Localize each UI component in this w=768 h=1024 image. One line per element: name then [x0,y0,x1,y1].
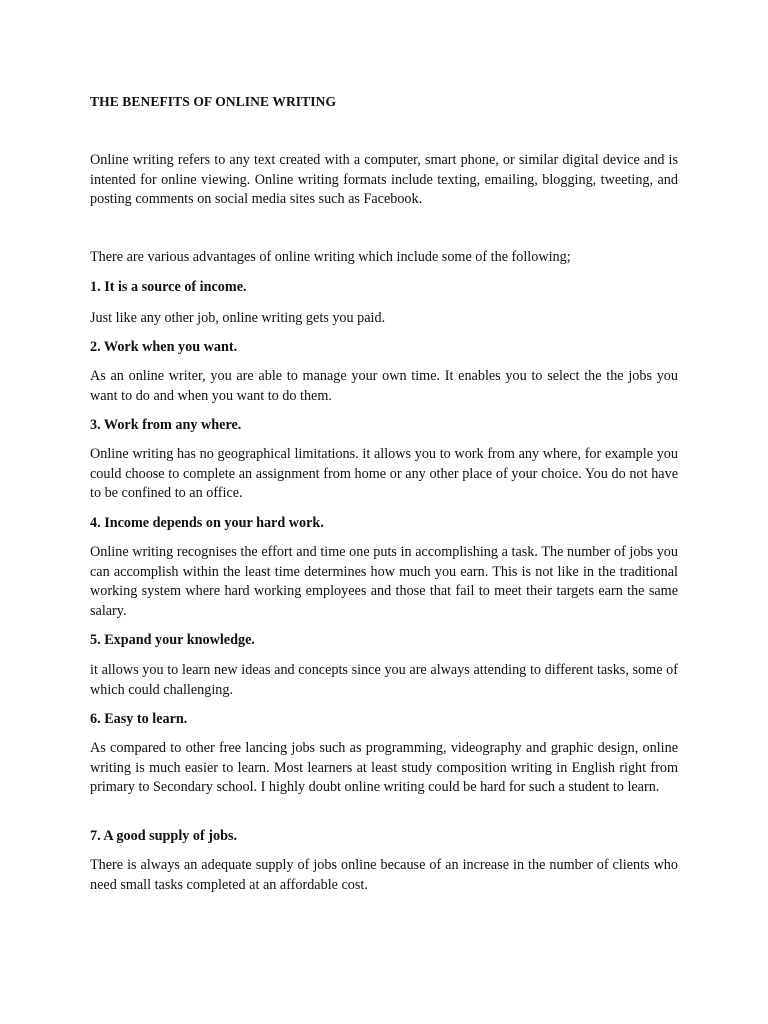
lead-paragraph: There are various advantages of online writing which include some of the following; [90,249,571,265]
section-heading-3: 3. Work from any where. [90,417,242,433]
section-body-7: There is always an adequate supply of jobs online because of an increase in the number of clients who need small tasks completed at an affordable cost. [90,857,678,893]
section-heading-7: 7. A good supply of jobs. [90,828,238,844]
section-body-2: As an online writer, you are able to manage your own time. It enables you to select the the jobs you want to do and when you want to do them. [90,368,678,404]
section-heading-4: 4. Income depends on your hard work. [90,515,324,531]
section-heading-6: 6. Easy to learn. [90,711,188,727]
section-body-1: Just like any other job, online writing gets you paid. [90,310,386,326]
document-title: THE BENEFITS OF ONLINE WRITING [90,94,337,109]
section-heading-1: 1. It is a source of income. [90,279,247,295]
intro-paragraph: Online writing refers to any text created with a computer, smart phone, or similar digital device and is intented for online viewing. Online writing formats include texting, emailing, blogging, tweeting, and posting comments on social media sites such as Facebook. [90,152,678,207]
section-body-4: Online writing recognises the effort and time one puts in accomplishing a task. The number of jobs you can accomplish within the least time determines how much you earn. This is not like in the traditional working system where hard working employees and those that fail to meet their targets earn the same salary. [90,544,678,619]
section-body-6: As compared to other free lancing jobs such as programming, videography and graphic design, online writing is much easier to learn. Most learners at least study composition writing in English right from primary to Secondary school. I highly doubt online writing could be hard for such a student to learn. [90,740,678,795]
section-heading-2: 2. Work when you want. [90,339,238,355]
section-body-3: Online writing has no geographical limitations. it allows you to work from any where, for example you could choose to complete an assignment from home or any other place of your choice. You do not have to be confined to an office. [90,446,678,501]
section-body-5: it allows you to learn new ideas and concepts since you are always attending to different tasks, some of which could challenging. [90,662,678,698]
section-heading-5: 5. Expand your knowledge. [90,632,255,648]
